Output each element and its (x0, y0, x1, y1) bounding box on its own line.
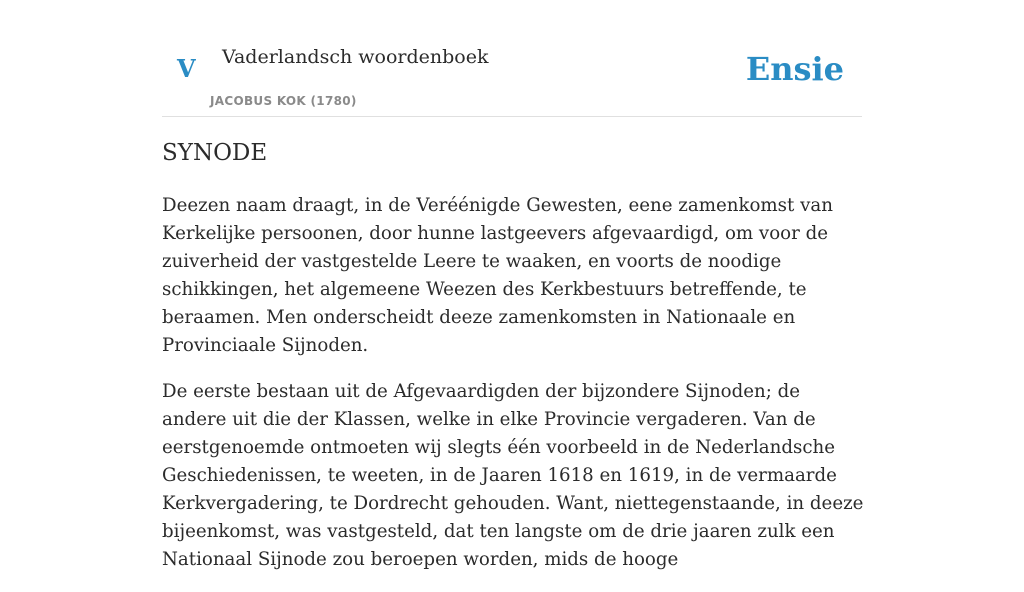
book-title-link[interactable]: Vaderlandsch woordenboek (222, 46, 489, 68)
book-header (162, 40, 862, 117)
ensie-logo-link[interactable]: Ensie (745, 50, 844, 88)
entry-content (162, 192, 864, 592)
book-letter-icon[interactable]: V (177, 54, 196, 83)
entry-title: SYNODE (162, 140, 268, 166)
entry-paragraph: Deezen naam draagt, in de Veréénigde Gewesten, eene zamenkomst van Kerkelijke persoonen, door hunne lastgeevers afgevaardigd, om voor de zuiverheid der vastgestelde Leere te waaken, en voorts de noodige schikkingen, het algemeene Weezen des Kerkbestuurs betreffende, te beraamen. Men onderscheidt deeze zamenkomsten in Nationaale en Provinciaale Sijnoden. (162, 195, 833, 356)
book-author: JACOBUS KOK (1780) (210, 94, 357, 108)
entry-paragraph: De eerste bestaan uit de Afgevaardigden der bijzondere Sijnoden; de andere uit die der Klassen, welke in elke Provincie vergaderen. Van de eerstgenoemde ontmoeten wij slegts één voorbeeld in de Nederlandsche Geschiedenissen, te weeten, in de Jaaren 1618 en 1619, in de vermaarde Kerkvergadering, te Dordrecht gehouden. Want, niettegenstaande, in deeze bijeenkomst, was vastgesteld, dat ten langste om de drie jaaren zulk een Nationaal Sijnode zou beroepen worden, mids de hooge (162, 381, 864, 570)
